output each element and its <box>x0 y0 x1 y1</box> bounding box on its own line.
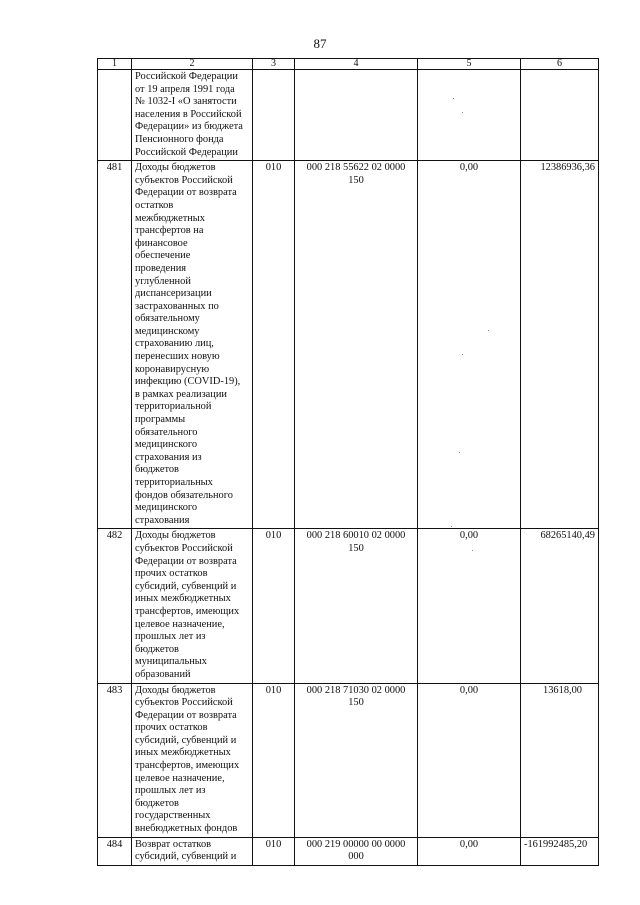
row-number: 481 <box>98 161 132 529</box>
row-kbk: 000 218 60010 02 0000 150 <box>295 529 418 683</box>
table-row <box>98 70 599 161</box>
row-value-5: 0,00 <box>418 529 521 683</box>
row-value-5 <box>418 70 521 161</box>
row-kbk: 000 218 71030 02 0000 150 <box>295 683 418 837</box>
row-value-6: 68265140,49 <box>521 529 599 683</box>
table-row <box>98 837 599 865</box>
column-header: 5 <box>418 59 521 70</box>
row-name <box>132 837 253 865</box>
row-number: 483 <box>98 683 132 837</box>
row-kbk: 000 219 00000 00 0000 000 <box>295 837 418 865</box>
row-code: 010 <box>253 161 295 529</box>
row-name <box>132 161 253 529</box>
column-header: 2 <box>132 59 253 70</box>
column-header: 1 <box>98 59 132 70</box>
column-header: 3 <box>253 59 295 70</box>
row-name <box>132 529 253 683</box>
row-name-text: Доходы бюджетов субъектов Российской Федерации от возврата прочих остатков субсидий, субвенций и иных межбюджетных трансфертов, имеющих целевое назначение, прошлых лет из бюджетов государственных внебюджетных фондов <box>135 684 240 835</box>
scan-speck <box>451 526 452 527</box>
table-row <box>98 683 599 837</box>
table-row <box>98 529 599 683</box>
scan-speck <box>472 550 473 551</box>
row-name <box>132 70 253 161</box>
row-value-6: 12386936,36 <box>521 161 599 529</box>
table-row <box>98 161 599 529</box>
row-code: 010 <box>253 683 295 837</box>
scan-speck <box>453 98 454 99</box>
row-number <box>98 70 132 161</box>
budget-table <box>97 58 599 866</box>
row-name-text: Возврат остатков субсидий, субвенций и <box>135 838 237 863</box>
table-header-row <box>98 59 599 70</box>
row-number: 482 <box>98 529 132 683</box>
row-value-6: -161992485,20 <box>521 837 599 865</box>
row-kbk: 000 218 55622 02 0000 150 <box>295 161 418 529</box>
row-value-5: 0,00 <box>418 683 521 837</box>
row-value-6: 13618,00 <box>521 683 599 837</box>
scan-speck <box>462 354 463 355</box>
row-name <box>132 683 253 837</box>
row-number: 484 <box>98 837 132 865</box>
scan-speck <box>462 112 463 113</box>
column-header: 6 <box>521 59 599 70</box>
row-kbk <box>295 70 418 161</box>
row-value-6 <box>521 70 599 161</box>
row-code: 010 <box>253 837 295 865</box>
row-name-text: Доходы бюджетов субъектов Российской Федерации от возврата прочих остатков субсидий, субвенций и иных межбюджетных трансфертов, имеющих целевое назначение, прошлых лет из бюджетов муниципальных образований <box>135 530 240 680</box>
row-name-text: Российской Федерации от 19 апреля 1991 года № 1032-I «О занятости населения в Российской Федерации» из бюджета Пенсионного фонда Российской Федерации <box>135 71 243 158</box>
scan-speck <box>488 330 489 331</box>
column-header: 4 <box>295 59 418 70</box>
row-name-text: Доходы бюджетов субъектов Российской Федерации от возврата остатков межбюджетных трансфертов на финансовое обеспечение проведения углубленной диспансеризации застрахованных по обязательному медицинскому страхованию лиц, перенесших новую коронавирусную инфекцию (COVID-19), в рамках реализации территориальной программы обязательного медицинского страхования из бюджетов территориальных фондов обязательного медицинского страхования <box>135 162 241 526</box>
row-value-5: 0,00 <box>418 161 521 529</box>
scan-speck <box>459 452 460 453</box>
row-code: 010 <box>253 529 295 683</box>
page-number: 87 <box>313 36 327 51</box>
row-value-5: 0,00 <box>418 837 521 865</box>
row-code <box>253 70 295 161</box>
